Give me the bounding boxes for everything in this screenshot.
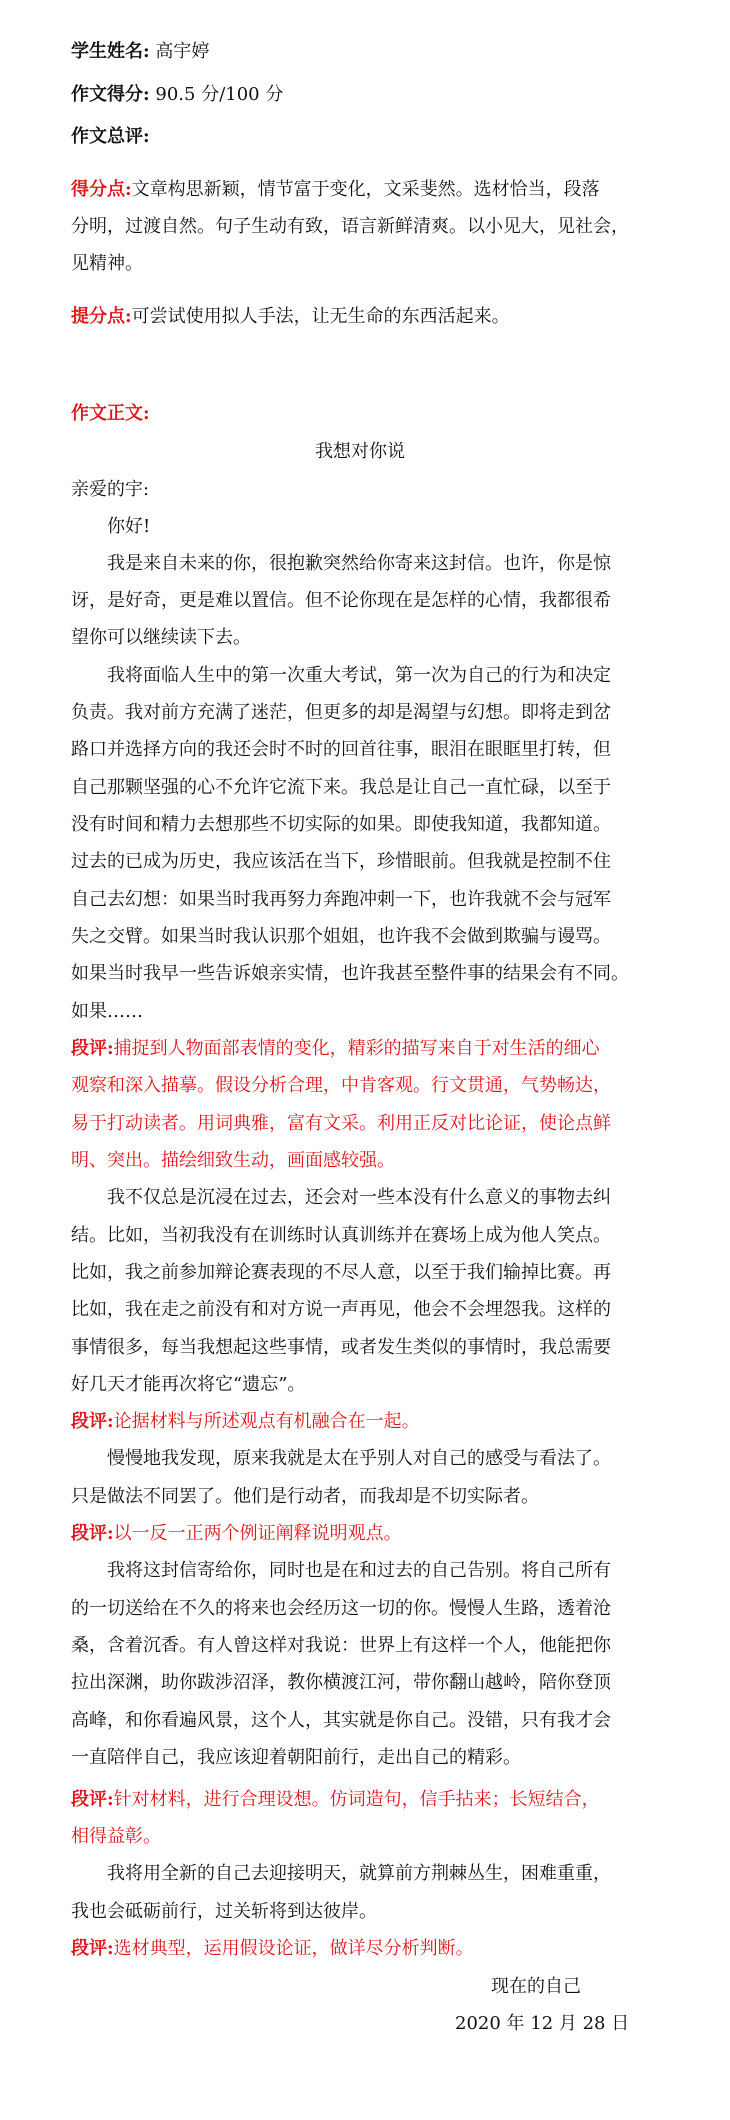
signature: 现在的自己 [491,1976,581,1997]
student-name-label: 学生姓名: [71,41,150,62]
paragraph-line: 慢慢地我发现，原来我就是太在乎别人对自己的感受与看法了。 [107,1448,611,1469]
paragraph-line: 我也会砥砺前行，过关斩将到达彼岸。 [71,1901,377,1922]
paragraph-line: 过去的已成为历史，我应该活在当下，珍惜眼前。但我就是控制不住 [71,851,611,872]
paragraph-line: 如果…… [71,1001,143,1022]
greeting: 你好! [107,516,151,537]
paragraph-line: 我将面临人生中的第一次重大考试，第一次为自己的行为和决定 [107,665,611,686]
paragraph-comment-text: 明、突出。描绘细致生动，画面感较强。 [71,1150,395,1171]
paragraph-comment-line [71,1521,402,1547]
paragraph-line: 结。比如，当初我没有在训练时认真训练并在赛场上成为他人笑点。 [71,1225,611,1246]
paragraph-comment-text: 针对材料，进行合理设想。仿词造句，信手拈来；长短结合， [113,1789,600,1810]
essay-title: 我想对你说 [315,441,405,462]
plus-points-line [71,177,657,203]
paragraph-comment-line [71,1036,600,1062]
paragraph-comment-text: 相得益彰。 [71,1826,161,1847]
paragraph-line: 一直陪伴自己，我应该迎着朝阳前行，走出自己的精彩。 [71,1747,521,1768]
paragraph-comment-text: 以一反一正两个例证阐释说明观点。 [113,1523,402,1544]
paragraph-comment-label: 段评: [71,1789,114,1810]
paragraph-comment-line [71,1409,420,1435]
paragraph-line: 拉出深渊，助你跋涉沼泽，教你横渡江河，带你翻山越岭，陪你登顶 [71,1672,611,1693]
paragraph-line: 失之交臂。如果当时我认识那个姐姐，也许我不会做到欺骗与谩骂。 [71,926,611,947]
paragraph-line: 比如，我之前参加辩论赛表现的不尽人意，以至于我们输掉比赛。再 [71,1262,611,1283]
letter-date: 2020 年 12 月 28 日 [455,2013,630,2034]
paragraph-comment-line [71,1787,600,1813]
paragraph-comment-text: 选材典型，运用假设论证，做详尽分析判断。 [113,1938,474,1959]
paragraph-line: 自己那颗坚强的心不允许它流下来。我总是让自己一直忙碌，以至于 [71,777,611,798]
paragraph-line: 桑，含着沉香。有人曾这样对我说：世界上有这样一个人，他能把你 [71,1635,611,1656]
paragraph-line: 望你可以继续读下去。 [71,627,251,648]
paragraph-line: 我将用全新的自己去迎接明天，就算前方荆棘丛生，困难重重， [107,1863,611,1884]
student-name-row [71,39,209,65]
paragraph-line: 讶，是好奇，更是难以置信。但不论你现在是怎样的心情，我都很希 [71,590,611,611]
paragraph-line: 只是做法不同罢了。他们是行动者，而我却是不切实际者。 [71,1486,539,1507]
paragraph-line: 自己去幻想：如果当时我再努力奔跑冲刺一下，也许我就不会与冠军 [71,889,611,910]
improve-points-line [71,304,510,330]
paragraph-comment-text: 捕捉到人物面部表情的变化，精彩的描写来自于对生活的细心 [113,1038,600,1059]
plus-points-text: 文章构思新颖，情节富于变化，文采斐然。选材恰当，段落 [131,179,600,200]
paragraph-comment-label: 段评: [71,1411,114,1432]
paragraph-line: 我将这封信寄给你，同时也是在和过去的自己告别。将自己所有 [107,1560,611,1581]
paragraph-comment-text: 观察和深入描摹。假设分析合理，中肯客观。行文贯通，气势畅达， [71,1075,611,1096]
score-row [71,82,283,108]
student-name-value: 高宇婷 [155,41,210,62]
paragraph-line: 好几天才能再次将它“遗忘”。 [71,1374,306,1395]
essay-body-label: 作文正文: [71,403,150,424]
paragraph-comment-label: 段评: [71,1938,114,1959]
paragraph-comment-line [71,1936,474,1962]
paragraph-comment-label: 段评: [71,1038,114,1059]
paragraph-line: 如果当时我早一些告诉娘亲实情，也许我甚至整件事的结果会有不同。 [71,963,629,984]
overall-review-label: 作文总评: [71,126,150,147]
paragraph-line: 路口并选择方向的我还会时不时的回首往事，眼泪在眼眶里打转，但 [71,739,611,760]
paragraph-line: 没有时间和精力去想那些不切实际的如果。即使我知道，我都知道。 [71,814,611,835]
paragraph-comment-text: 论据材料与所述观点有机融合在一起。 [113,1411,420,1432]
salutation: 亲爱的宇: [71,479,150,500]
paragraph-line: 事情很多，每当我想起这些事情，或者发生类似的事情时，我总需要 [71,1337,611,1358]
paragraph-line: 我不仅总是沉浸在过去，还会对一些本没有什么意义的事物去纠 [107,1187,611,1208]
paragraph-line: 我是来自未来的你，很抱歉突然给你寄来这封信。也许，你是惊 [107,553,611,574]
paragraph-comment-text: 易于打动读者。用词典雅，富有文采。利用正反对比论证，使论点鲜 [71,1113,611,1134]
plus-points-label: 得分点: [71,179,132,200]
paragraph-line: 负责。我对前方充满了迷茫，但更多的却是渴望与幻想。即将走到岔 [71,702,611,723]
improve-points-text: 可尝试使用拟人手法，让无生命的东西活起来。 [131,306,510,327]
paragraph-line: 的一切送给在不久的将来也会经历这一切的你。慢慢人生路，透着沧 [71,1598,611,1619]
plus-points-text: 见精神。 [71,253,143,274]
score-label: 作文得分: [71,84,150,105]
improve-points-label: 提分点: [71,306,132,327]
score-value: 90.5 分/100 分 [155,84,284,105]
paragraph-line: 高峰，和你看遍风景，这个人，其实就是你自己。没错，只有我才会 [71,1710,611,1731]
paragraph-line: 比如，我在走之前没有和对方说一声再见，他会不会埋怨我。这样的 [71,1299,611,1320]
paragraph-comment-label: 段评: [71,1523,114,1544]
plus-points-text: 分明，过渡自然。句子生动有致，语言新鲜清爽。以小见大，见社会， [71,216,629,237]
